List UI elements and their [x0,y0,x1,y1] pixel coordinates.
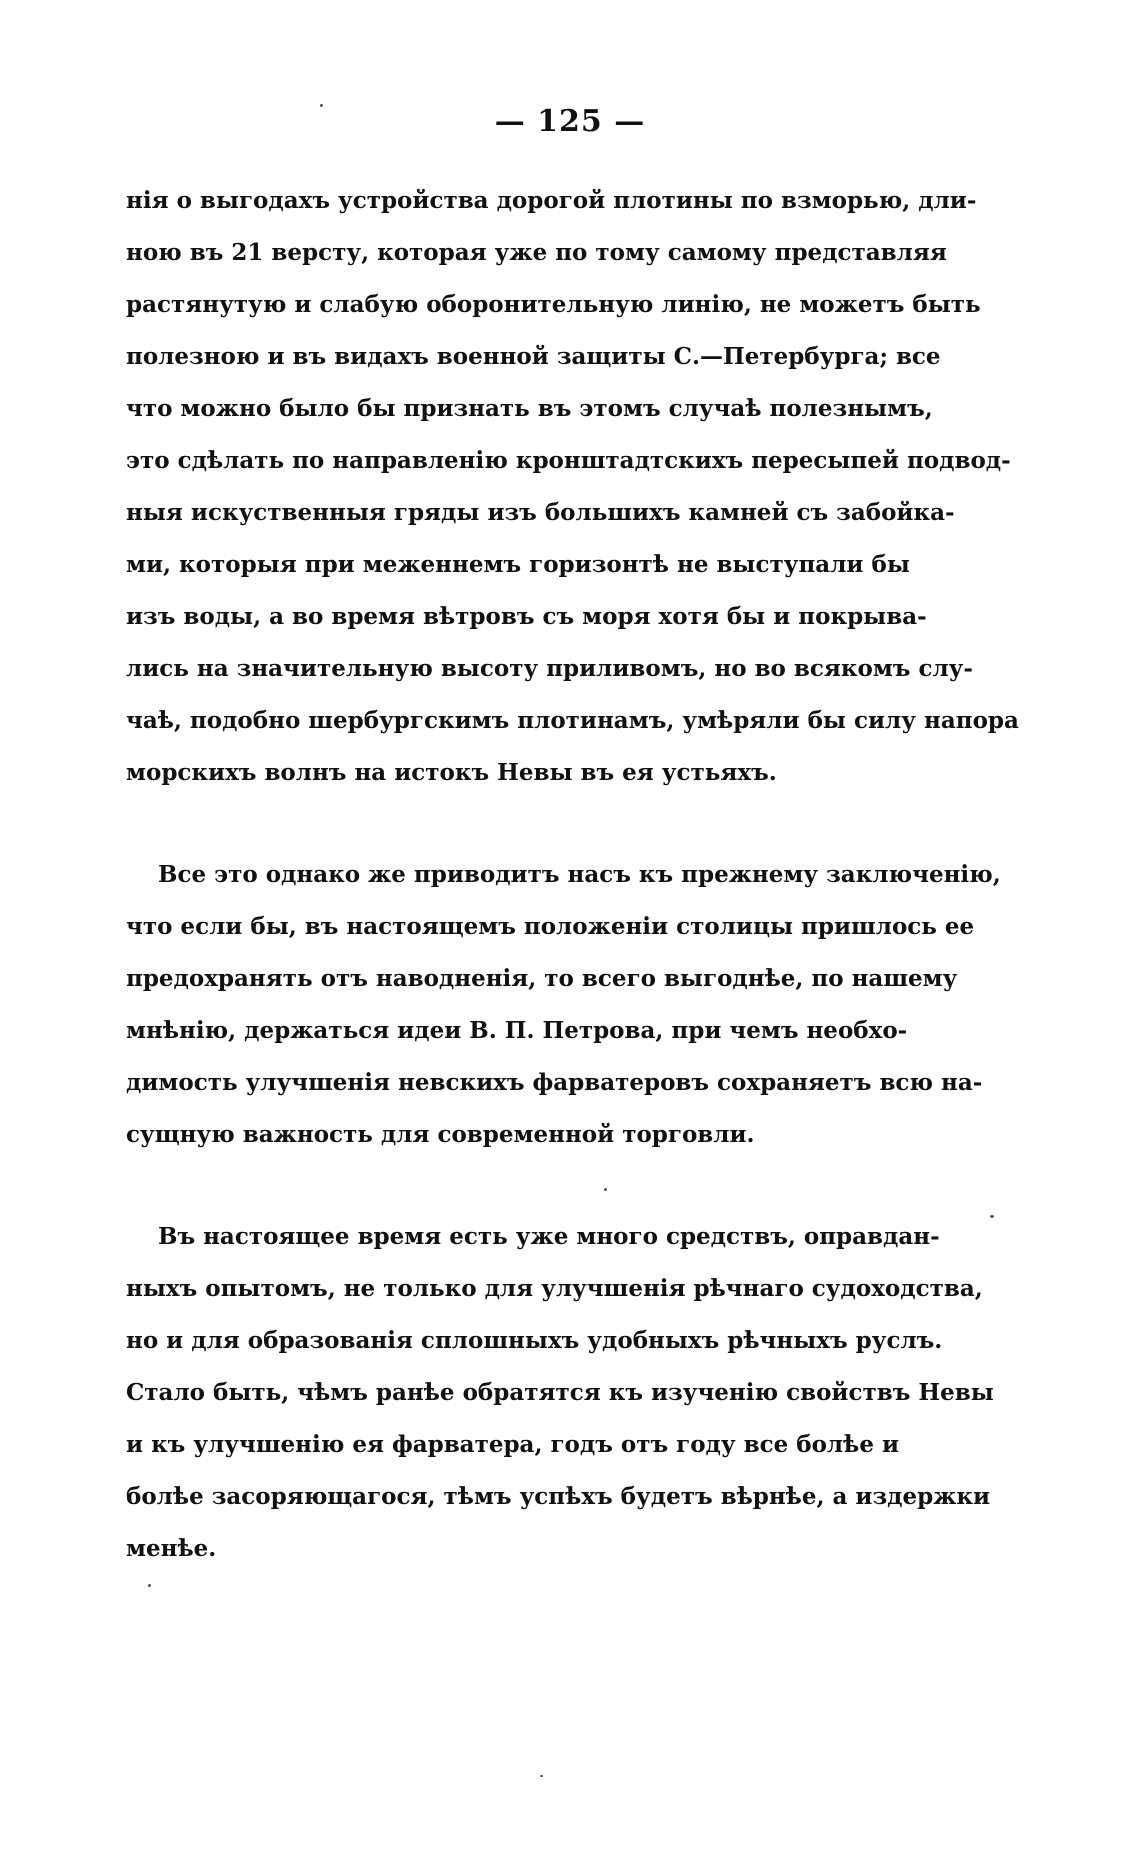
text-line: димость улучшенія невскихъ фарватеровъ сохраняетъ всю на- [126,1069,983,1096]
text-line: растянутую и слабую оборонительную линію, не можетъ быть [126,291,981,318]
scan-speck [990,1215,994,1218]
scan-speck [540,1775,543,1777]
text-line: сущную важность для современной торговли. [126,1121,755,1148]
text-line: морскихъ волнъ на истокъ Невы въ ея устьяхъ. [126,759,777,786]
text-line: что если бы, въ настоящемъ положеніи столицы пришлось ее [126,913,975,940]
text-line: полезною и въ видахъ военной защиты С.—Петербурга; все [126,343,941,370]
text-line: лись на значительную высоту приливомъ, но во всякомъ слу- [126,655,973,682]
text-line: ною въ 21 версту, которая уже по тому самому представляя [126,239,947,266]
text-line: Стало быть, чѣмъ ранѣе обратятся къ изученію свойствъ Невы [126,1379,994,1406]
text-line: и къ улучшенію ея фарватера, годъ отъ году все болѣе и [126,1431,900,1458]
text-line: предохранять отъ наводненія, то всего выгоднѣе, по нашему [126,965,958,992]
page-number: — 125 — [494,104,646,139]
text-line: ныя искуственныя гряды изъ большихъ камней съ забойка- [126,499,955,526]
text-line: ныхъ опытомъ, не только для улучшенія рѣчнаго судоходства, [126,1275,983,1302]
text-line: изъ воды, а во время вѣтровъ съ моря хотя бы и покрыва- [126,603,927,630]
scan-speck [320,104,323,107]
scan-speck [148,1584,151,1587]
text-line: менѣе. [126,1535,217,1562]
text-line: что можно было бы признать въ этомъ случаѣ полезнымъ, [126,395,933,422]
text-line: но и для образованія сплошныхъ удобныхъ рѣчныхъ руслъ. [126,1327,943,1354]
scan-speck [604,1188,607,1191]
text-line: нія о выгодахъ устройства дорогой плотины по взморью, дли- [126,187,977,214]
text-line: ми, которыя при меженнемъ горизонтѣ не выступали бы [126,551,910,578]
text-line: Въ настоящее время есть уже много средствъ, оправдан- [158,1223,940,1250]
text-line: чаѣ, подобно шербургскимъ плотинамъ, умѣряли бы силу напора [126,707,1019,734]
text-line: это сдѣлать по направленію кронштадтскихъ пересыпей подвод- [126,447,1011,474]
text-line: болѣе засоряющагося, тѣмъ успѣхъ будетъ вѣрнѣе, а издержки [126,1483,991,1510]
text-line: мнѣнію, держаться идеи В. П. Петрова, при чемъ необхо- [126,1017,908,1044]
text-line: Все это однако же приводитъ насъ къ прежнему заключенію, [158,861,1001,888]
